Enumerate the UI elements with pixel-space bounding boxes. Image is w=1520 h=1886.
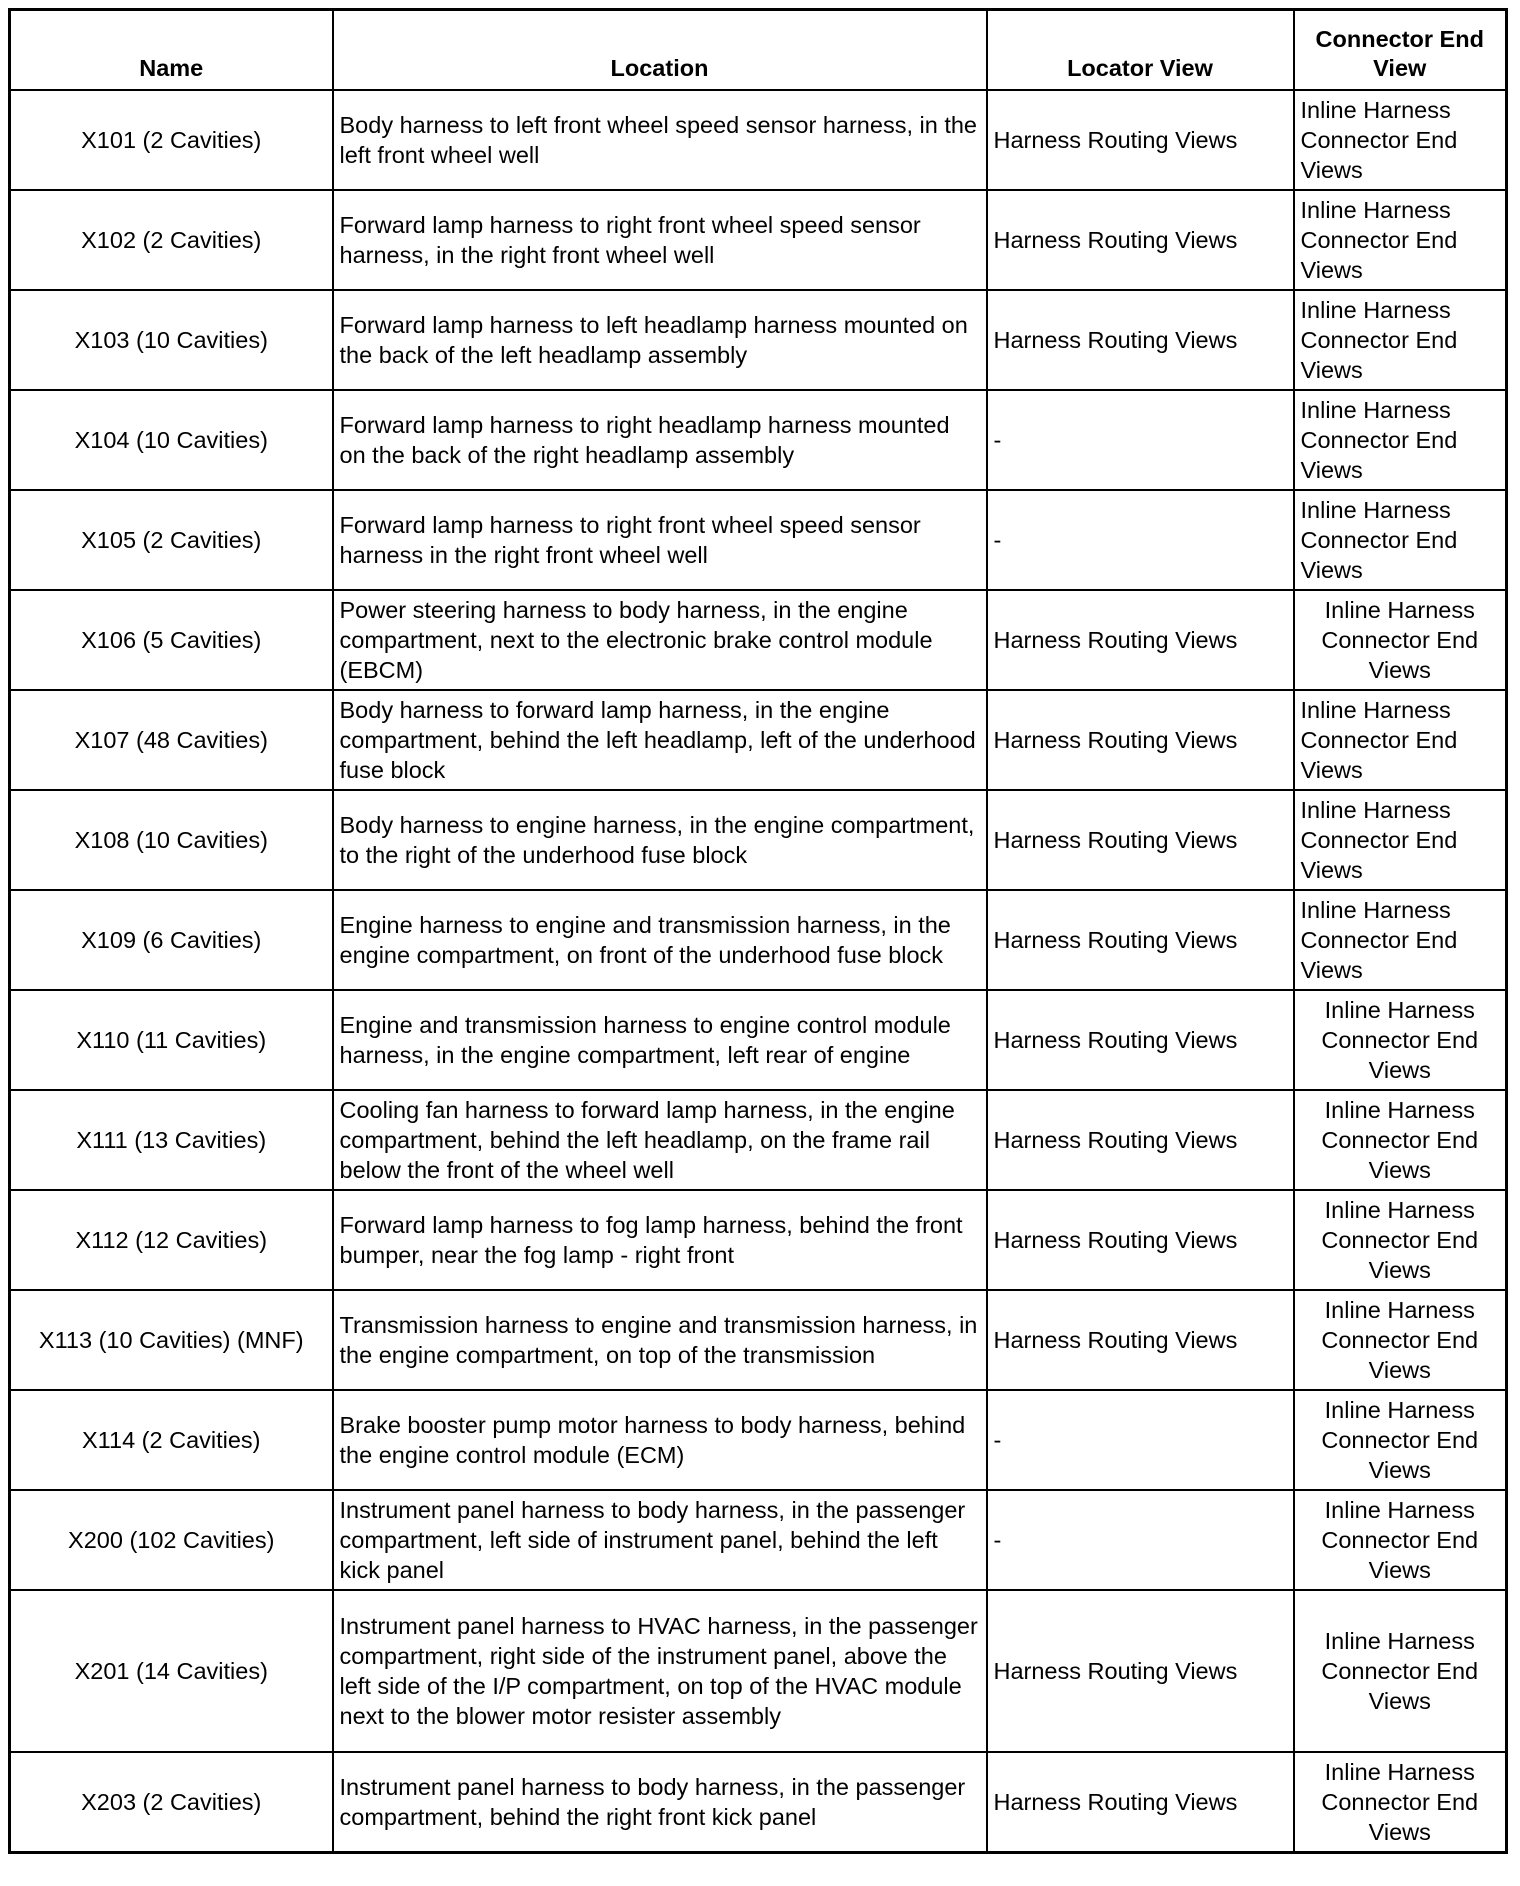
connector-table-container (8, 8, 1508, 1854)
cell-location: Cooling fan harness to forward lamp harness, in the engine compartment, behind the left headlamp, on the frame rail below the front of the wheel well (333, 1090, 987, 1190)
cell-locator-view[interactable]: Harness Routing Views (987, 1752, 1294, 1853)
cell-location: Instrument panel harness to body harness, in the passenger compartment, left side of instrument panel, behind the left kick panel (333, 1490, 987, 1590)
cell-locator-view[interactable]: Harness Routing Views (987, 690, 1294, 790)
header-connector-end-view: Connector End View (1294, 10, 1507, 91)
table-row (10, 590, 1507, 690)
table-row (10, 1490, 1507, 1590)
cell-connector-end-view[interactable]: Inline Harness Connector End Views (1294, 590, 1507, 690)
cell-location: Brake booster pump motor harness to body harness, behind the engine control module (ECM) (333, 1390, 987, 1490)
cell-locator-view[interactable]: Harness Routing Views (987, 190, 1294, 290)
cell-location: Engine and transmission harness to engine control module harness, in the engine compartment, left rear of engine (333, 990, 987, 1090)
table-row (10, 1290, 1507, 1390)
cell-name: X106 (5 Cavities) (10, 590, 333, 690)
cell-name: X108 (10 Cavities) (10, 790, 333, 890)
cell-name: X203 (2 Cavities) (10, 1752, 333, 1853)
table-row (10, 190, 1507, 290)
cell-name: X201 (14 Cavities) (10, 1590, 333, 1752)
header-locator-view: Locator View (987, 10, 1294, 91)
cell-name: X110 (11 Cavities) (10, 990, 333, 1090)
cell-location: Forward lamp harness to right front wheel speed sensor harness in the right front wheel well (333, 490, 987, 590)
table-row (10, 790, 1507, 890)
cell-connector-end-view[interactable]: Inline Harness Connector End Views (1294, 1390, 1507, 1490)
cell-location: Engine harness to engine and transmission harness, in the engine compartment, on front of the underhood fuse block (333, 890, 987, 990)
cell-connector-end-view[interactable]: Inline Harness Connector End Views (1294, 690, 1507, 790)
table-row (10, 890, 1507, 990)
table-header-row (10, 10, 1507, 91)
cell-connector-end-view[interactable]: Inline Harness Connector End Views (1294, 90, 1507, 190)
cell-name: X102 (2 Cavities) (10, 190, 333, 290)
cell-location: Body harness to engine harness, in the engine compartment, to the right of the underhood fuse block (333, 790, 987, 890)
cell-location: Power steering harness to body harness, in the engine compartment, next to the electronic brake control module (EBCM) (333, 590, 987, 690)
cell-name: X107 (48 Cavities) (10, 690, 333, 790)
cell-location: Forward lamp harness to fog lamp harness, behind the front bumper, near the fog lamp - right front (333, 1190, 987, 1290)
cell-connector-end-view[interactable]: Inline Harness Connector End Views (1294, 890, 1507, 990)
table-row (10, 1090, 1507, 1190)
cell-location: Forward lamp harness to right headlamp harness mounted on the back of the right headlamp assembly (333, 390, 987, 490)
table-row (10, 1752, 1507, 1853)
cell-location: Forward lamp harness to right front wheel speed sensor harness, in the right front wheel well (333, 190, 987, 290)
cell-name: X109 (6 Cavities) (10, 890, 333, 990)
table-row (10, 390, 1507, 490)
cell-name: X105 (2 Cavities) (10, 490, 333, 590)
cell-location: Instrument panel harness to body harness, in the passenger compartment, behind the right front kick panel (333, 1752, 987, 1853)
cell-locator-view: - (987, 1390, 1294, 1490)
cell-connector-end-view[interactable]: Inline Harness Connector End Views (1294, 290, 1507, 390)
table-row (10, 290, 1507, 390)
cell-connector-end-view[interactable]: Inline Harness Connector End Views (1294, 490, 1507, 590)
cell-connector-end-view[interactable]: Inline Harness Connector End Views (1294, 1090, 1507, 1190)
table-row (10, 1390, 1507, 1490)
cell-name: X114 (2 Cavities) (10, 1390, 333, 1490)
cell-name: X101 (2 Cavities) (10, 90, 333, 190)
cell-name: X104 (10 Cavities) (10, 390, 333, 490)
cell-location: Forward lamp harness to left headlamp harness mounted on the back of the left headlamp assembly (333, 290, 987, 390)
header-location: Location (333, 10, 987, 91)
cell-connector-end-view[interactable]: Inline Harness Connector End Views (1294, 1290, 1507, 1390)
cell-connector-end-view[interactable]: Inline Harness Connector End Views (1294, 1490, 1507, 1590)
table-row (10, 690, 1507, 790)
cell-connector-end-view[interactable]: Inline Harness Connector End Views (1294, 990, 1507, 1090)
connector-table (8, 8, 1508, 1854)
cell-name: X112 (12 Cavities) (10, 1190, 333, 1290)
cell-name: X200 (102 Cavities) (10, 1490, 333, 1590)
cell-locator-view[interactable]: Harness Routing Views (987, 1290, 1294, 1390)
cell-connector-end-view[interactable]: Inline Harness Connector End Views (1294, 1190, 1507, 1290)
cell-connector-end-view[interactable]: Inline Harness Connector End Views (1294, 190, 1507, 290)
cell-location: Instrument panel harness to HVAC harness, in the passenger compartment, right side of the instrument panel, above the left side of the I/P compartment, on top of the HVAC module next to the blower motor resister assembly (333, 1590, 987, 1752)
table-row (10, 1590, 1507, 1752)
cell-locator-view[interactable]: Harness Routing Views (987, 990, 1294, 1090)
cell-connector-end-view[interactable]: Inline Harness Connector End Views (1294, 1590, 1507, 1752)
table-row (10, 990, 1507, 1090)
cell-location: Body harness to forward lamp harness, in the engine compartment, behind the left headlamp, left of the underhood fuse block (333, 690, 987, 790)
cell-connector-end-view[interactable]: Inline Harness Connector End Views (1294, 790, 1507, 890)
cell-locator-view[interactable]: Harness Routing Views (987, 290, 1294, 390)
cell-locator-view: - (987, 490, 1294, 590)
table-row (10, 490, 1507, 590)
cell-locator-view[interactable]: Harness Routing Views (987, 1190, 1294, 1290)
cell-locator-view[interactable]: Harness Routing Views (987, 790, 1294, 890)
cell-connector-end-view[interactable]: Inline Harness Connector End Views (1294, 390, 1507, 490)
cell-locator-view[interactable]: Harness Routing Views (987, 590, 1294, 690)
cell-name: X111 (13 Cavities) (10, 1090, 333, 1190)
cell-name: X103 (10 Cavities) (10, 290, 333, 390)
cell-locator-view[interactable]: Harness Routing Views (987, 1090, 1294, 1190)
cell-locator-view[interactable]: Harness Routing Views (987, 890, 1294, 990)
cell-location: Transmission harness to engine and transmission harness, in the engine compartment, on top of the transmission (333, 1290, 987, 1390)
cell-locator-view: - (987, 1490, 1294, 1590)
cell-locator-view: - (987, 390, 1294, 490)
header-name: Name (10, 10, 333, 91)
cell-locator-view[interactable]: Harness Routing Views (987, 90, 1294, 190)
cell-locator-view[interactable]: Harness Routing Views (987, 1590, 1294, 1752)
cell-location: Body harness to left front wheel speed sensor harness, in the left front wheel well (333, 90, 987, 190)
cell-connector-end-view[interactable]: Inline Harness Connector End Views (1294, 1752, 1507, 1853)
table-row (10, 1190, 1507, 1290)
cell-name: X113 (10 Cavities) (MNF) (10, 1290, 333, 1390)
table-row (10, 90, 1507, 190)
